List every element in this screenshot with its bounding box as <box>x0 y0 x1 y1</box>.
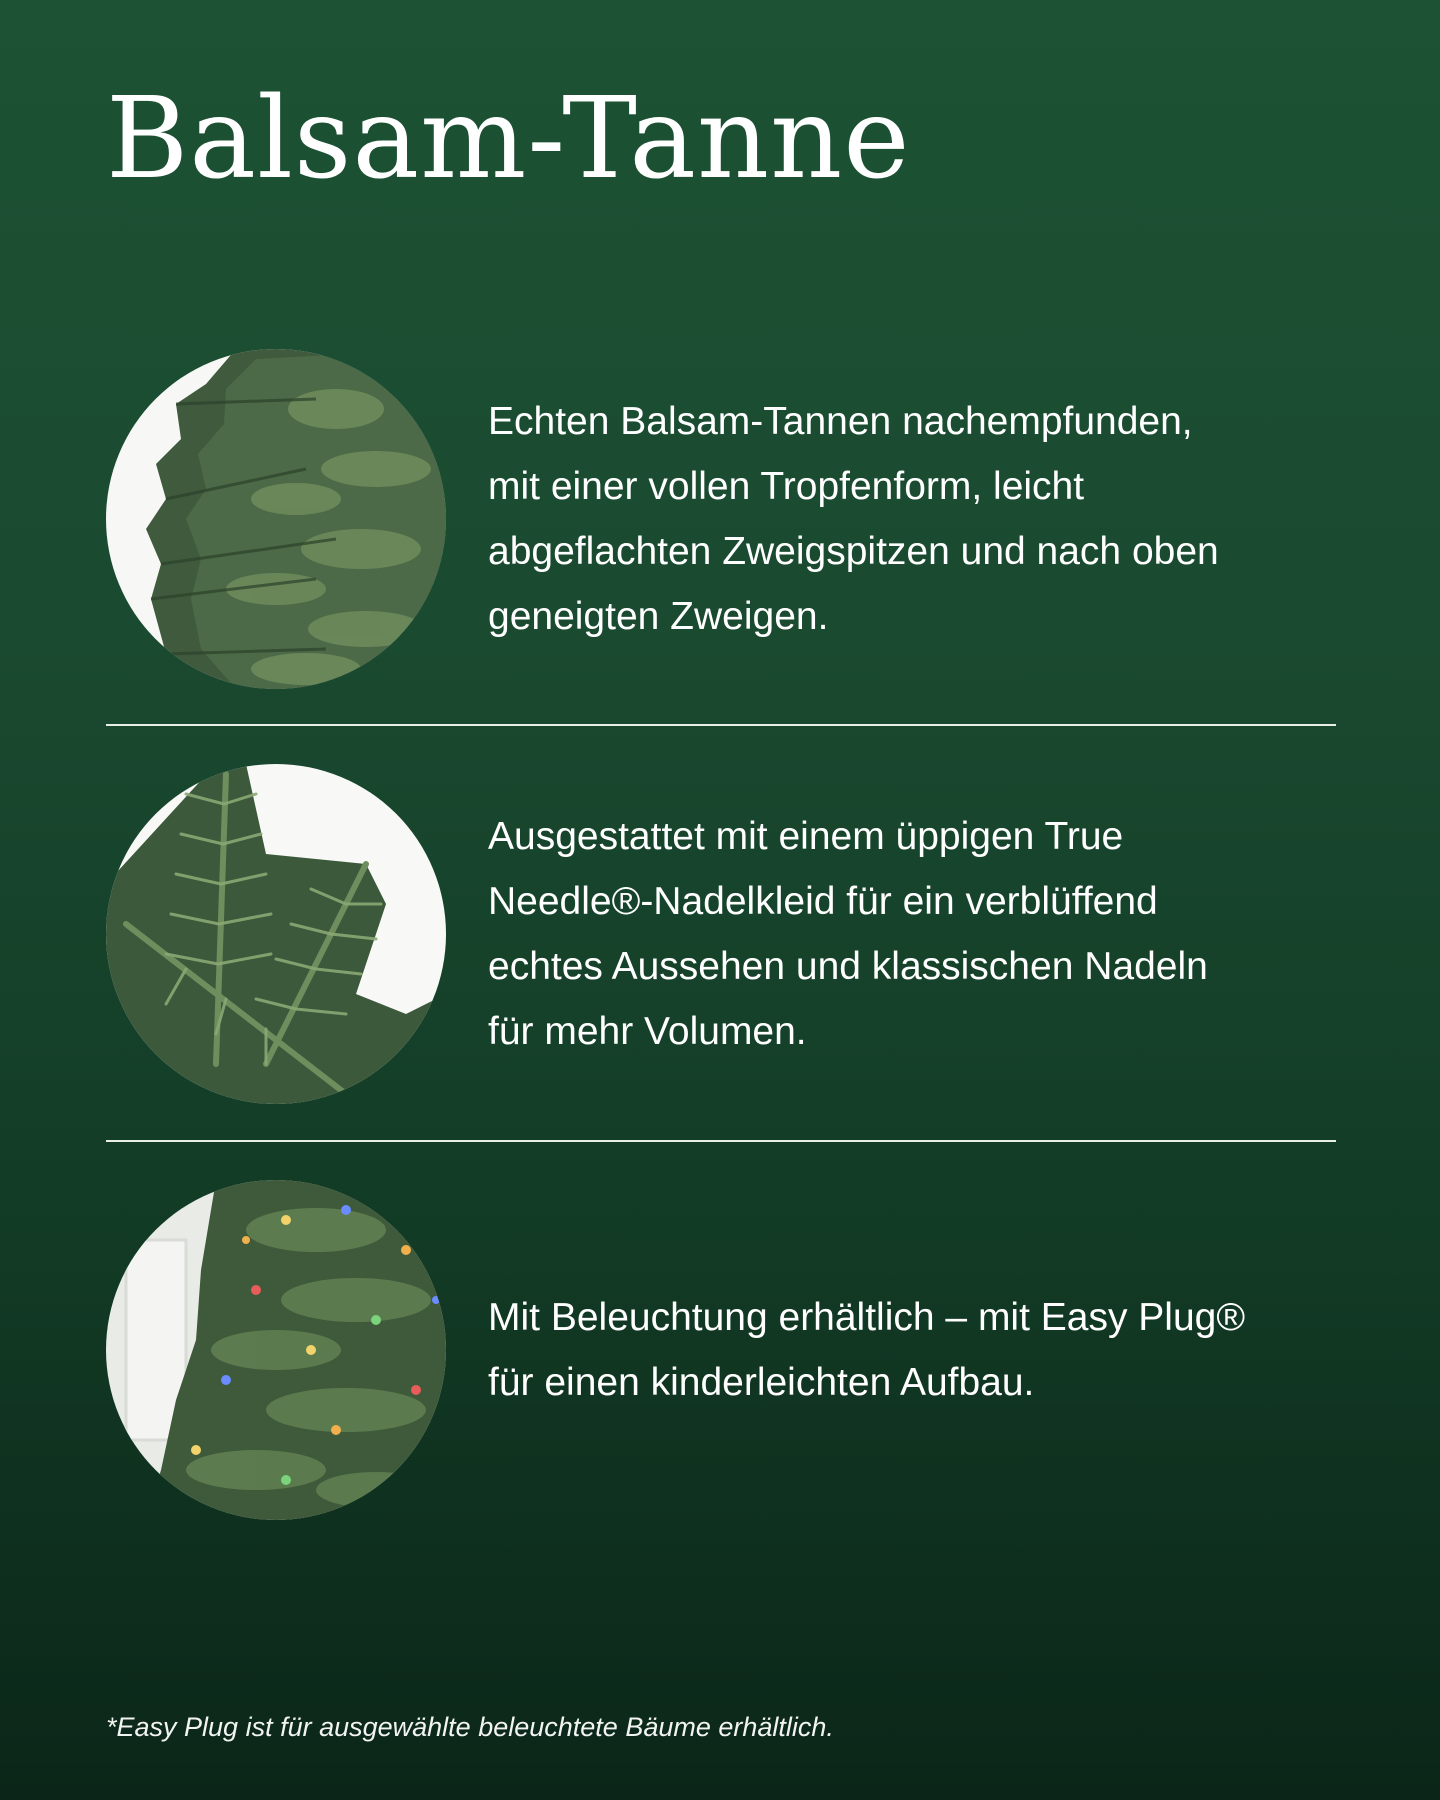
fir-tree-silhouette-image <box>106 349 446 689</box>
footnote: *Easy Plug ist für ausgewählte beleuchtete Bäume erhältlich. <box>106 1712 834 1742</box>
divider <box>106 724 1336 726</box>
feature-true-needle <box>106 764 1336 1104</box>
lit-tree-closeup-image <box>106 1180 446 1520</box>
feature-text: Ausgestattet mit einem üppigen True Needle®-Nadelkleid für ein verblüffend echtes Aussehen und klassischen Nadeln für mehr Volumen. <box>488 815 1208 1053</box>
feature-text: Mit Beleuchtung erhältlich – mit Easy Plug® für einen kinderleichten Aufbau. <box>488 1296 1246 1404</box>
page-title: Balsam-Tanne <box>106 74 911 204</box>
divider <box>106 1140 1336 1142</box>
feature-tree-shape <box>106 349 1336 689</box>
feature-text: Echten Balsam-Tannen nachempfunden, mit einer vollen Tropfenform, leicht abgeflachten Zweigspitzen und nach oben geneigten Zweigen. <box>488 400 1219 638</box>
fir-branch-closeup-image <box>106 764 446 1104</box>
feature-lighting <box>106 1180 1336 1520</box>
